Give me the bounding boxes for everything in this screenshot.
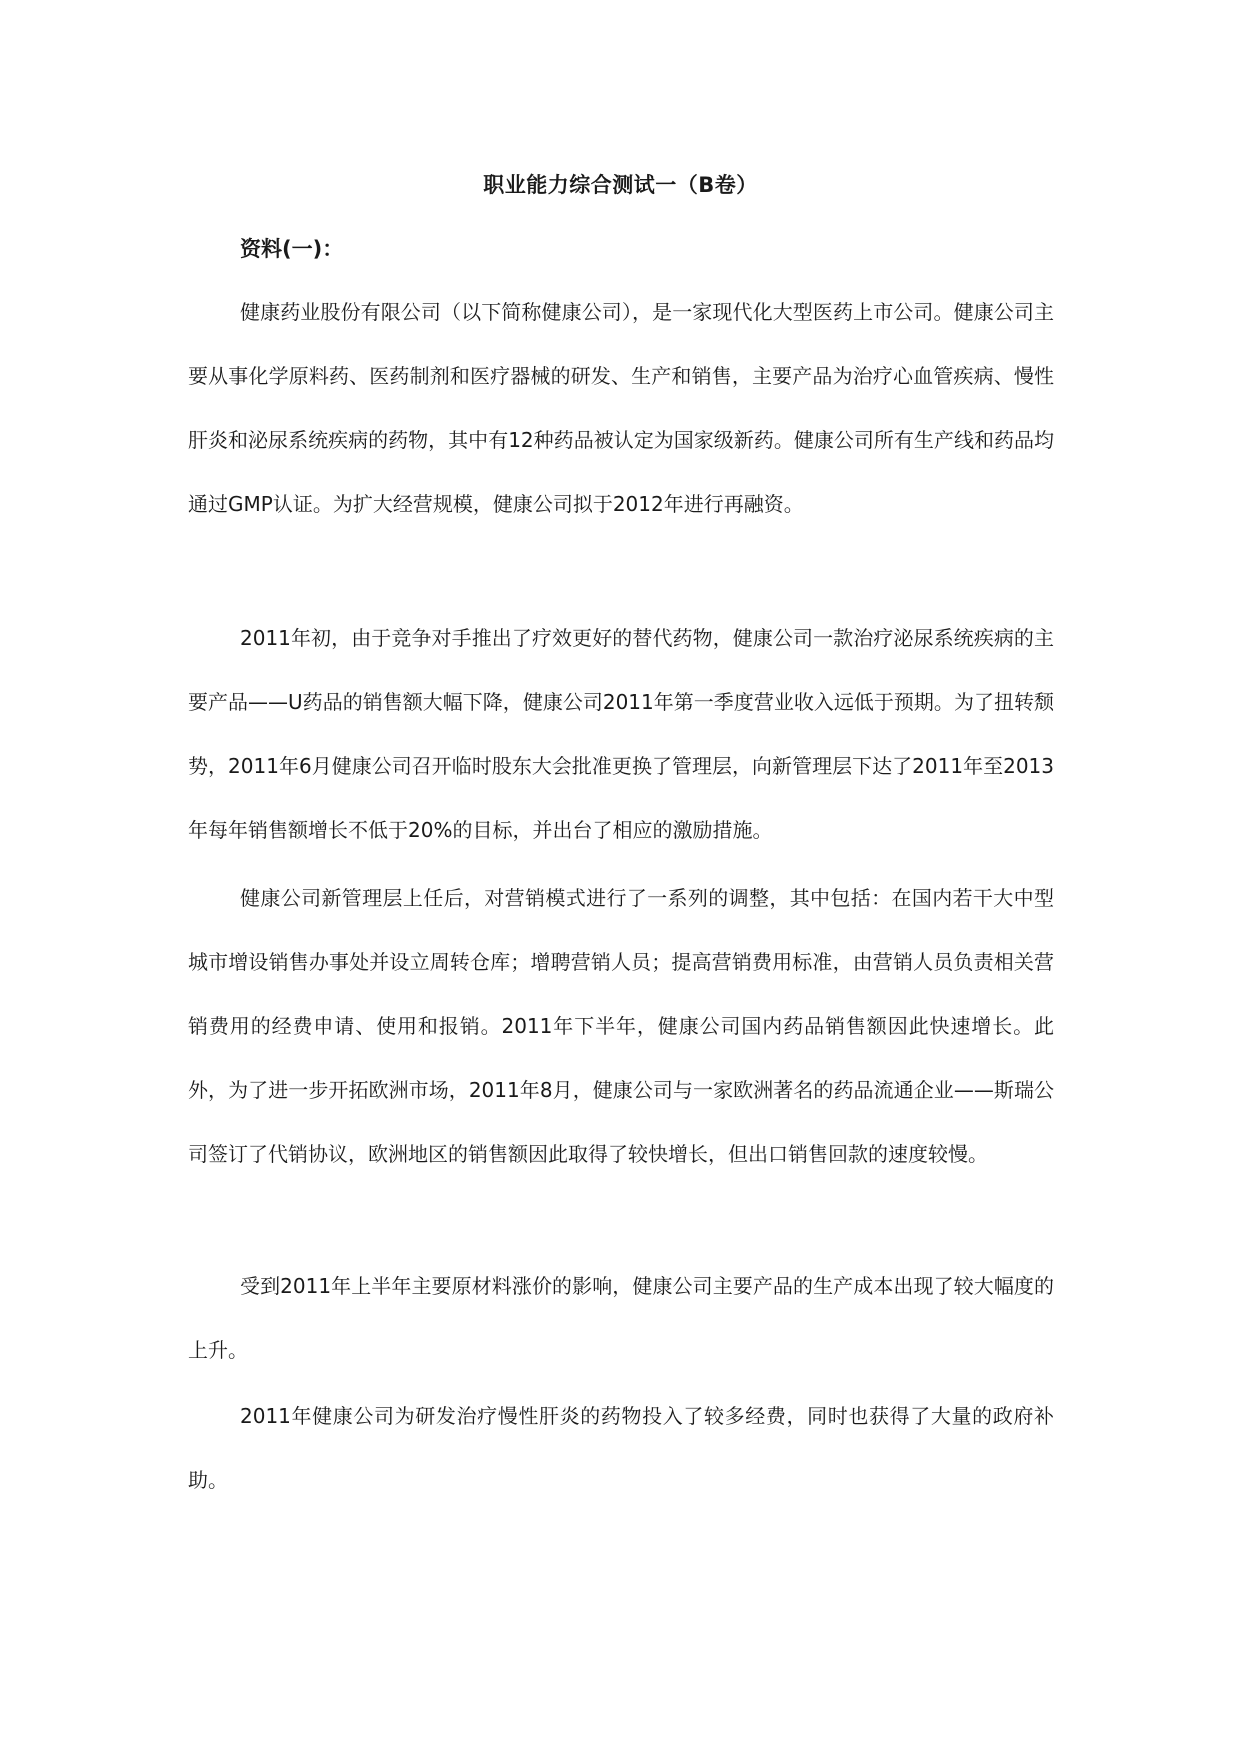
paragraph-1: 健康药业股份有限公司（以下简称健康公司），是一家现代化大型医药上市公司。健康公司主要从事化学原料药、医药制剂和医疗器械的研发、生产和销售，主要产品为治疗心血管疾病、慢性肝炎和泌尿系统疾病的药物，其中有12种药品被认定为国家级新药。健康公司所有生产线和药品均通过GMP认证。为扩大经营规模，健康公司拟于2012年进行再融资。: [188, 300, 1054, 516]
paragraph-4: 受到2011年上半年主要原材料涨价的影响，健康公司主要产品的生产成本出现了较大幅度的上升。: [188, 1274, 1054, 1362]
paragraph-2: 2011年初，由于竞争对手推出了疗效更好的替代药物，健康公司一款治疗泌尿系统疾病的主要产品——U药品的销售额大幅下降，健康公司2011年第一季度营业收入远低于预期。为了扭转颓势，2011年6月健康公司召开临时股东大会批准更换了管理层，向新管理层下达了2011年至2013年每年销售额增长不低于20%的目标，并出台了相应的激励措施。: [188, 626, 1054, 842]
document-title: 职业能力综合测试一（B卷）: [483, 173, 758, 197]
paragraph-3: 健康公司新管理层上任后，对营销模式进行了一系列的调整，其中包括：在国内若干大中型城市增设销售办事处并设立周转仓库；增聘营销人员；提高营销费用标准，由营销人员负责相关营销费用的经费申请、使用和报销。2011年下半年，健康公司国内药品销售额因此快速增长。此外，为了进一步开拓欧洲市场，2011年8月，健康公司与一家欧洲著名的药品流通企业——斯瑞公司签订了代销协议，欧洲地区的销售额因此取得了较快增长，但出口销售回款的速度较慢。: [188, 886, 1054, 1166]
paragraph-5: 2011年健康公司为研发治疗慢性肝炎的药物投入了较多经费，同时也获得了大量的政府补助。: [188, 1404, 1054, 1492]
section-heading: 资料(一)：: [240, 237, 344, 261]
